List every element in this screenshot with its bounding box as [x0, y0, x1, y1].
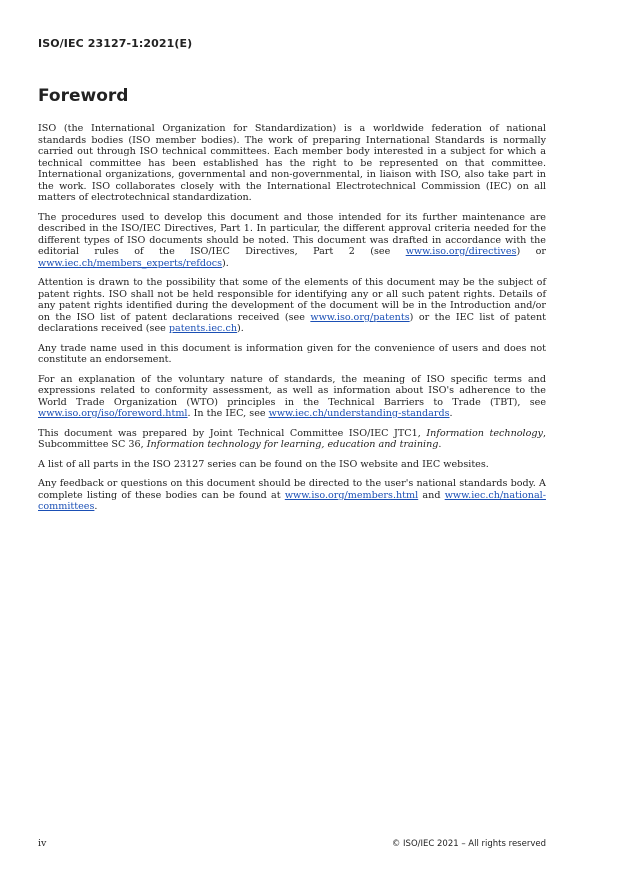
- paragraph-text: ) or the IEC list of patent declarations received (see: [38, 311, 546, 334]
- paragraph-text: The procedures used to develop this document and those intended for its further maintenance are described in the ISO/IEC Directives, Part 1. In particular, the different approval criteria needed for the different types of ISO documents should be noted. This document was drafted in accordance with the editorial rules of the ISO/IEC Directives, Part 2 (see: [38, 211, 546, 257]
- paragraph-text: .: [438, 439, 442, 450]
- paragraph-text: ) or: [516, 246, 546, 257]
- link-iso-directives[interactable]: www.iso.org/directives: [405, 246, 517, 257]
- paragraph-voluntary-nature: [38, 374, 546, 420]
- link-iec-national-committees[interactable]: www.iec.ch/national-committees: [38, 489, 546, 512]
- subcommittee-title: Information technology for learning, education and training: [146, 439, 439, 450]
- link-iso-foreword[interactable]: www.iso.org/iso/foreword.html: [38, 408, 188, 419]
- committee-title: Information technology: [426, 427, 543, 439]
- link-iso-patents[interactable]: www.iso.org/patents: [310, 311, 410, 323]
- link-iso-members[interactable]: www.iso.org/members.html: [284, 489, 419, 501]
- paragraph-committee: [38, 428, 546, 451]
- foreword-body: [38, 123, 546, 521]
- paragraph-text: and: [418, 489, 445, 501]
- paragraph-series-list: A list of all parts in the ISO 23127 series can be found on the ISO website and IEC websites.: [38, 458, 489, 470]
- paragraph-text: For an explanation of the voluntary nature of standards, the meaning of ISO specific terms and expressions related to conformity assessment, as well as information about ISO's adherence to the World Trade Organization (WTO) principles in the Technical Barriers to Trade (TBT), see: [38, 373, 546, 408]
- paragraph-patents: [38, 277, 546, 335]
- page-title: Foreword: [38, 86, 129, 106]
- paragraph-text: . In the IEC, see: [187, 408, 269, 419]
- paragraph-text: Any feedback or questions on this document should be directed to the user's national standards body. A complete listing of these bodies can be found at: [38, 478, 546, 501]
- paragraph-text: Attention is drawn to the possibility that some of the elements of this document may be the subject of patent rights. ISO shall not be held responsible for identifying any or all such patent rights. Details of any patent rights identified during the development of the document will be in the Introduction and/or on the ISO list of patent declarations received (see: [38, 277, 546, 323]
- paragraph-text: ).: [237, 323, 244, 334]
- paragraph-procedures: [38, 212, 546, 270]
- link-iec-understanding-standards[interactable]: www.iec.ch/understanding-standards: [268, 408, 450, 419]
- paragraph-text: .: [449, 408, 453, 419]
- copyright-notice: © ISO/IEC 2021 – All rights reserved: [391, 839, 546, 849]
- paragraph-text: , Subcommittee SC 36,: [38, 427, 546, 450]
- paragraph-feedback: [38, 478, 546, 513]
- paragraph-iso-intro: ISO (the International Organization for Standardization) is a worldwide federation of national standards bodies (ISO member bodies). The work of preparing International Standards is normally carried out through ISO technical committees. Each member body interested in a subject for which a technical committee has been established has the right to be represented on that committee. International organizations, governmental and non-governmental, in liaison with ISO, also take part in the work. ISO collaborates closely with the International Electrotechnical Commission (IEC) on all matters of electrotechnical standardization.: [38, 123, 546, 203]
- paragraph-text: This document was prepared by Joint Technical Committee ISO/IEC JTC1,: [38, 427, 427, 439]
- paragraph-text: ).: [222, 257, 229, 269]
- document-id: ISO/IEC 23127-1:2021(E): [38, 37, 193, 50]
- link-iec-refdocs[interactable]: www.iec.ch/members_experts/refdocs: [38, 257, 223, 269]
- page-number: iv: [38, 838, 47, 849]
- link-iec-patents[interactable]: patents.iec.ch: [168, 323, 238, 334]
- paragraph-text: .: [94, 501, 98, 512]
- paragraph-trade-name: Any trade name used in this document is information given for the convenience of users and does not constitute an endorsement.: [38, 342, 546, 365]
